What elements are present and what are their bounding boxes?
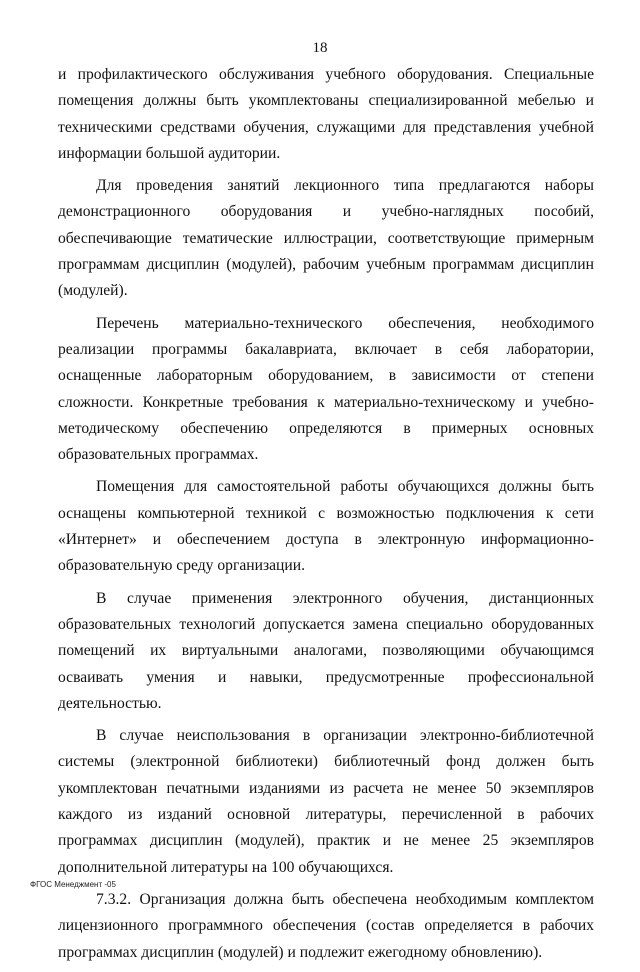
paragraph: В случае неиспользования в организации электронно-библиотечной системы (электронной библиотеки) библиотечный фонд должен быть укомплектован печатными изданиями из расчета не менее 50 экземпляров каждого из изданий основной литературы, перечисленной в рабочих программах дисциплин (модулей), практик и не менее 25 экземпляров дополнительной литературы на 100 обучающихся. (58, 727, 594, 876)
paragraph: В случае применения электронного обучения, дистанционных образовательных технологий допускается замена специально оборудованных помещений их виртуальными аналогами, позволяющими обучающимся осваивать умения и навыки, предусмотренные профессиональной деятельностью. (58, 589, 594, 712)
footer-label: ФГОС Менеджмент -05 (30, 880, 116, 889)
paragraph: 7.3.2. Организация должна быть обеспечена необходимым комплектом лицензионного программного обеспечения (состав определяется в рабочих программах дисциплин (модулей) и подлежит ежегодному обновлению). (58, 890, 594, 961)
paragraph: Перечень материально-технического обеспечения, необходимого реализации программы бакалавриата, включает в себя лаборатории, оснащенные лабораторным оборудованием, в зависимости от степени сложности. Конкретные требования к материально-техническому и учебно-методическому обеспечению определяются в примерных основных образовательных программах. (58, 314, 594, 464)
paragraph: Для проведения занятий лекционного типа предлагаются наборы демонстрационного оборудования и учебно-наглядных пособий, обеспечивающие тематические иллюстрации, соответствующие примерным программам дисциплин (модулей), рабочим учебным программам дисциплин (модулей). (58, 177, 594, 300)
paragraph: и профилактического обслуживания учебного оборудования. Специальные помещения должны быть укомплектованы специализированной мебелью и техническими средствами обучения, служащими для представления учебной информации большой аудитории. (58, 66, 594, 162)
paragraph: Помещения для самостоятельной работы обучающихся должны быть оснащены компьютерной техникой с возможностью подключения к сети «Интернет» и обеспечением доступа в электронную информационно-образовательную среду организации. (58, 478, 594, 575)
document-body (58, 62, 594, 972)
page-number: 18 (312, 40, 328, 56)
